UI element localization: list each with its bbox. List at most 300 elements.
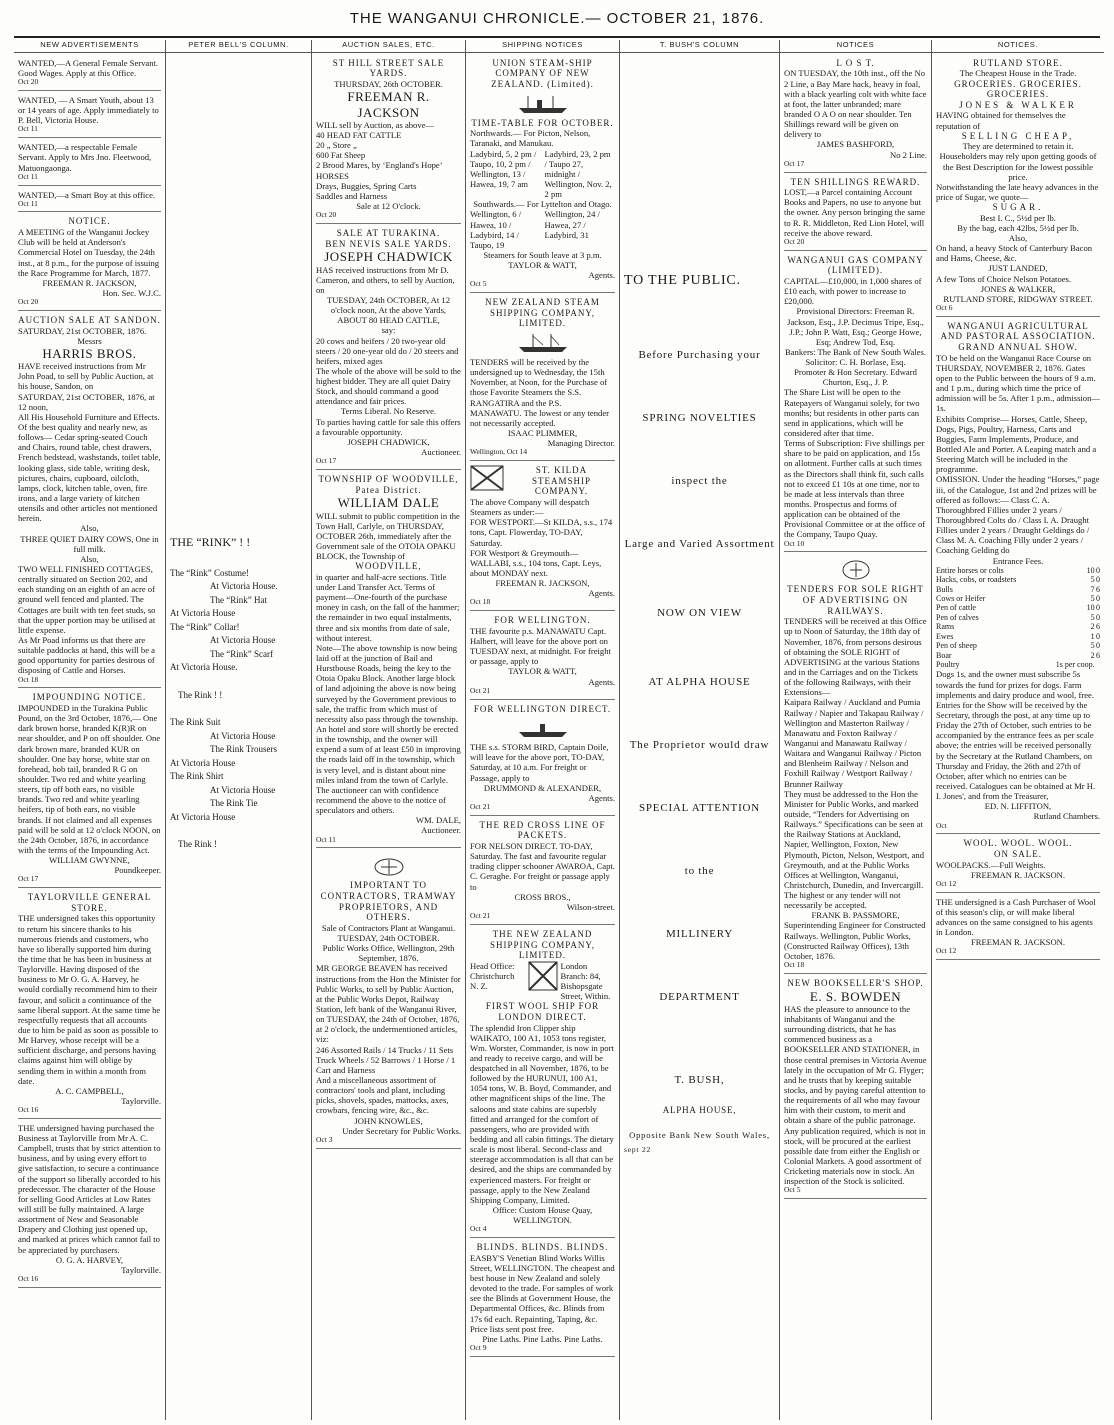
auctioneer-name: FREEMAN R. JACKSON xyxy=(347,89,430,120)
ad-heading: WOOL. WOOL. WOOL. xyxy=(963,838,1073,849)
fee-pence: 6 xyxy=(1096,650,1100,660)
rink-line: At Victoria House xyxy=(210,635,276,646)
column-auction-sales xyxy=(312,40,466,1420)
ad-text: WANTED,—a Smart Boy at this office. xyxy=(18,189,156,200)
ad-date: Oct 18 xyxy=(470,597,491,607)
ad-date: Oct 16 xyxy=(18,1105,39,1115)
ad-text: FOR Westport & Greymouth—WALLABI, s.s., 104 tons, Capt. Leys, about MONDAY next. xyxy=(470,547,602,578)
ad-text: Ladybird, 23, 2 pm / Taupo 27, midnight / Wellington, Nov. 2, 2 pm xyxy=(544,148,612,200)
column-heading: NOTICES xyxy=(780,40,931,53)
ad-text: The above Company will despatch Steamers as under:— xyxy=(470,497,590,518)
store-name: JONES & WALKER xyxy=(959,99,1077,110)
ad-date: Oct 3 xyxy=(316,1134,333,1144)
rink-advertisement xyxy=(170,533,307,852)
ad-heading: TIME-TABLE FOR OCTOBER. xyxy=(471,117,614,128)
ad-text: 40 HEAD FAT CATTLE xyxy=(316,130,402,140)
ad-text: SATURDAY, 21st OCTOBER, 1876, at 12 noon, xyxy=(18,391,155,412)
ad-text: Wellington, 6 / Hawea, 10 / Ladybird, 14 / Taupo, 19 xyxy=(470,209,522,250)
ad-text: 20 cows and heifers / 20 two-year old steers / 20 one-year old do / 20 steers and heifers, mixed ages xyxy=(316,335,459,366)
rink-line: At Victoria House xyxy=(170,757,236,768)
ad-text: London Branch: 84, Bishopsgate Street, Within. xyxy=(560,960,611,1002)
ad-heading: THE RED CROSS LINE OF PACKETS. xyxy=(479,819,606,841)
ad-text: Terms of Subscription: Five shillings per share to be paid on application, and 15s on allotment. Further calls at such times as the Directors shall think fit, such calls not to exceed £1 10s at one time, nor to be made at less intervals than three months. Prospectus and forms of application can be obtained of the Provisional Committee or at the office of the Company, Taupo Quay. xyxy=(784,438,926,540)
ad-text: Also, xyxy=(1008,233,1028,244)
ad-heading: BEN NEVIS SALE YARDS. xyxy=(325,238,452,249)
ad-signature: No 2 Line. xyxy=(890,149,927,160)
ad-text: Also, xyxy=(80,553,99,564)
ad-text: A MEETING of the Wanganui Jockey Club will be held at Anderson's Commercial Hotel on Tuesday, the 24th inst., at 8 p.m., for the purpose of issuing the Race Programme for March, 1877. xyxy=(18,227,160,278)
ad-text: JUST LANDED, xyxy=(988,263,1048,274)
ad-date: Oct 5 xyxy=(784,1185,801,1195)
ad-signature: WILLIAM GWYNNE, xyxy=(49,855,130,866)
ad-text: The splendid Iron Clipper ship WAIKATO, 100 A1, 1053 tons register, Wm. Worster, Commander, is now in port and ready to receive cargo, and will be despatched in all November, 1876, to be followed by the HURUNUI, 100 A1, 1054 tons, W. B. Boyd, Commander, and other magnificent ships of the line. The saloons and state cabins are superbly fitted and arranged for the comfort of passengers, who are provided with bedding and all cabin fittings. The dietary scale is most liberal. Second-class and steerage accommodation is all that can be desired, and the ships are commanded by experienced masters. For freight or passage, apply to the New Zealand Shipping Company, Limited. xyxy=(470,1022,614,1205)
bush-line: Opposite Bank New South Wales, xyxy=(629,1129,770,1140)
impounding-notice xyxy=(18,690,161,888)
ad-signature: FREEMAN R. JACKSON. xyxy=(970,869,1066,880)
ad-text: Wellington, 24 / Hawea, 27 / Ladybird, 31 xyxy=(544,209,600,240)
ad-date: Oct 18 xyxy=(18,674,39,684)
ad-date: Oct 12 xyxy=(936,946,957,956)
rink-line: The Rink Suit xyxy=(170,717,221,728)
ad-heading: WANGANUI AGRICULTURAL AND PASTORAL ASSOCIATION. xyxy=(940,320,1096,342)
ad-text: TO be held on the Wanganui Race Course on THURSDAY, NOVEMBER 2, 1876. Gates open to the Public between the hours of 9 a.m. and 1 p.m., during which time the price of admission will be 5s. After 1 p.m., admission—1s. xyxy=(936,352,1100,414)
ad-text: Messrs xyxy=(77,335,102,346)
ad-text: WILL sell by Auction, as above— xyxy=(316,119,435,130)
ad-signature: JOHN KNOWLES, xyxy=(354,1115,423,1126)
ad-text: Ladybird, 5, 2 pm / Taupo, 10, 2 pm / Wellington, 13 / Hawea, 19, 7 am xyxy=(470,148,537,189)
rink-line: The Rink ! xyxy=(178,839,217,850)
fee-shillings: 1 xyxy=(1090,631,1095,641)
ad-text: ABOUT 80 HEAD CATTLE, xyxy=(337,315,440,326)
bush-line: Large and Varied Assortment xyxy=(624,538,775,551)
fee-row xyxy=(936,622,1100,631)
ad-text: LOST,—a Parcel containing Account Books and Papers, no use to anyone but the owner. Any person bringing the same to R. R. Middleton, Red Lion Hotel, will receive the above reward. xyxy=(784,187,926,238)
ad-text: 246 Assorted Rails / 14 Trucks / 11 Sets Truck Wheels / 52 Barrows / 1 Horse / 1 Cart and Harness xyxy=(316,1044,456,1075)
ad-signature: FRANK B. PASSMORE, xyxy=(811,910,900,921)
ad-signature: TAYLOR & WATT, xyxy=(508,666,577,677)
ad-signature: ED. N. LIFFITON, xyxy=(984,801,1052,812)
ad-text: TENDERS will be received by the undersigned up to Wednesday, the 15th November, at Noon, for the Purchase of those Favorite Steamers the S.S. RANGATIRA and the P.S. MANAWATU. The lowest or any tender not necessarily accepted. xyxy=(470,357,610,428)
ad-date: Oct 4 xyxy=(470,1224,487,1234)
bush-line: Before Purchasing your xyxy=(638,349,761,362)
ad-date: sept 22 xyxy=(624,1144,652,1154)
ad-text: Northwards.— For Picton, Nelson, Taranaki, and Manukau. xyxy=(470,128,591,149)
fee-pence: 0 xyxy=(1096,612,1100,622)
rink-title: THE “RINK” ! ! xyxy=(170,534,251,549)
fee-row xyxy=(936,660,1100,669)
steamship-icon xyxy=(513,717,573,739)
ad-text: HORSES xyxy=(316,170,349,181)
bush-line: NOW ON VIEW xyxy=(657,607,742,620)
ad-date-line: TUESDAY, 24th OCTOBER. xyxy=(337,932,440,943)
ad-text: Saddles and Harness xyxy=(316,190,388,201)
lost-mare-ad xyxy=(784,56,927,173)
fee-item: Hacks, cobs, or roadsters xyxy=(936,575,1017,585)
ad-text: HAVING obtained for themselves the reputation of xyxy=(936,110,1066,131)
ad-text: THE undersigned takes this opportunity to return his sincere thanks to his numerous friends and customers, who have so liberally supported him during the time that he has been in business at Taylorville. Having disposed of the business to Mr O. G. A. Harvey, he would cordially recommend him to their favour, and solicit a continuance of the same liberal support. At the same time he respectfully requests that all accounts due to him be paid as soon as possible to Mr Harvey, whose receipt will be a sufficient discharge, and persons having claims against him will oblige by sending them in within a month from date. xyxy=(18,913,161,1086)
timetable-south xyxy=(470,209,615,250)
ad-date: Oct 11 xyxy=(316,834,336,844)
ad-text: Sale at 12 O'clock. xyxy=(356,200,421,211)
ad-heading: WANGANUI GAS COMPANY (LIMITED). xyxy=(787,254,924,276)
fee-row xyxy=(936,603,1100,612)
bush-line: SPRING NOVELTIES xyxy=(642,412,757,425)
wool-sale-ad xyxy=(936,836,1100,892)
ad-heading: FOR WELLINGTON DIRECT. xyxy=(473,703,612,714)
ad-text: Exhibits Comprise— Horses, Cattle, Sheep, Dogs, Pigs, Poultry, Harness, Carts and Buggies, Farm Implements, Produce, and Bottled Ale and Porter. A Leaping match and a Steering Match will be included in the programme. xyxy=(936,413,1097,475)
ad-text: FOR WESTPORT.—St KILDA, s.s., 174 tons, Capt. Flowerday, TO-DAY, Saturday. xyxy=(470,517,613,548)
rink-line: At Victoria House xyxy=(170,608,236,619)
wanted-boy-ad xyxy=(18,188,161,213)
ad-text: WANTED,—A General Female Servant. Good Wages. Apply at this Office. xyxy=(18,57,159,78)
ad-signature: WM. DALE, xyxy=(415,815,461,826)
bush-line: T. BUSH, xyxy=(674,1074,725,1087)
wanted-youth-ad xyxy=(18,93,161,138)
ad-heading: ST. KILDA STEAMSHIP COMPANY. xyxy=(531,465,591,497)
ad-text: Householders may rely upon getting goods of the Best Description for the lowest possible price. xyxy=(939,151,1097,182)
ad-text: Dogs 1s, and the owner must subscribe 5s towards the fund for prizes for dogs. Farm implements and dairy produce and wool, free. xyxy=(936,669,1094,700)
ad-date: Oct 17 xyxy=(316,456,337,466)
ad-text: Entries for the Show will be received by the Secretary, through the post, at any time up to Friday the 27th of October, such entries to be accompanied by the entrance fees as per scale above; the entries will be received personally by the Secretary at the Rutland Chambers, on Thursday and Friday, the 26th and 27th of October, after which no entries can be received. Catalogues can be obtained at Mr H. I. Jones', and from the Treasurer, xyxy=(936,699,1096,802)
wanted-servant-ad xyxy=(18,56,161,91)
fee-pence xyxy=(1095,660,1100,669)
ad-text: Kaipara Railway / Auckland and Pumia Railway / Napier and Takapau Railway / Wellington and Masterton Railway / Manawatu and Foxton Railway / Wanganui and Manawatu Railway / Waitara and Wanganui Railway / Picton and Blenheim Railway / Nelson and Foxhill Railway / Westport Railway / Brunner Railway xyxy=(784,697,924,789)
ad-text: Sale of Contractors Plant at Wanganui. xyxy=(321,922,456,933)
jockey-club-notice xyxy=(18,214,161,310)
column-heading: NOTICES. xyxy=(932,40,1104,53)
ad-text: EASBY'S Venetian Blind Works Willis Street, WELLINGTON. The cheapest and best house in New Zealand and solely devoted to the trade. For samples of work see the Blinds at Government House, the Departmental Offices, &c. Blinds from 17s 6d each. Repainting, Taping, &c. Price lists sent post free. xyxy=(470,1252,615,1334)
ad-signature: FREEMAN R. JACKSON. xyxy=(970,937,1066,948)
ad-text: TWO WELL FINISHED COTTAGES, centrally situated on Section 202, and each standing on an eighth of an acre of ground well fenced and planted. The Cottages are built with ten feet studs, so that the upper portion may be utilised at little expense. xyxy=(18,563,156,635)
rink-line: At Victoria House. xyxy=(210,581,278,592)
ad-heading: L O S T. xyxy=(836,57,875,68)
fee-row xyxy=(936,651,1100,660)
ad-signature: O. G. A. HARVEY, xyxy=(55,1254,124,1265)
column-shipping-notices xyxy=(466,40,620,1420)
ad-heading: NOTICE. xyxy=(68,216,111,227)
ad-text: THE undersigned is a Cash Purchaser of Wool of this season's clip, or will make liberal advances on the same consigned to his agents in London. xyxy=(936,896,1096,938)
ad-text: Promoter & Hon Secretary. Edward Churton, Esq., J. P. xyxy=(794,367,917,388)
storm-bird-ad xyxy=(470,702,615,816)
ad-heading: ST HILL STREET SALE YARDS. xyxy=(332,57,445,79)
fee-shillings: 5 xyxy=(1090,641,1095,651)
ad-text: They must be addressed to the Hon the Minister for Public Works, and marked outside, “Tenders for Advertising on Railways.” Specifications can be seen at the Railway Stations at Auckland, Napier, Wellington, Foxton, New Plymouth, Picton, Nelson, Westport, and Greymouth, and at the Public Works Offices at Wellington, Wanganui, Christchurch, Dunedin, and Invercargill. The highest or any tender will not necessarily be accepted. xyxy=(784,788,924,911)
ad-date: Oct 21 xyxy=(470,685,491,695)
ad-text: Note—The above township is now being laid off at the junction of Bail and Hurstbouse Roads, being the key to the Otoia Opaku Block. Another large block of land adjoining the above is now being surveyed by the Government previous to sale, the traffic from which must of necessity also pass through the township. An hotel and store will shortly be erected in the township, and the owner will expend a sum of at least £50 in improving the roads laid off in the township, which is very level, and is distant about nine miles inland from the town of Carlyle. The auctioneer can with confidence recommend the above to the notice of speculators and others. xyxy=(316,642,461,816)
ad-heading: GRAND ANNUAL SHOW. xyxy=(958,342,1078,353)
ad-signature: Rutland Chambers. xyxy=(1033,811,1100,822)
bush-line: inspect the xyxy=(671,475,728,488)
ad-date-line: THURSDAY, 26th OCTOBER. xyxy=(334,79,443,90)
ad-signature: RUTLAND STORE, RIDGWAY STREET. xyxy=(943,293,1093,304)
ad-text: Bankers: The Bank of New South Wales. xyxy=(784,346,926,357)
fee-row xyxy=(936,632,1100,641)
ad-text: All His Household Furniture and Effects. Of the best quality and nearly new, as follows— Cedar spring-seated Couch and Chairs, round table, chest drawers, French bedstead, washstands, toilet table, looking glass, side table, writing desk, pictures, chairs, cupboard, oilcloth, lamps, clock, kitchen table, oven, fire irons, and a large variety of kitchen utensils and other articles not mentioned herein. xyxy=(18,411,161,524)
fee-shillings: 2 xyxy=(1090,650,1095,660)
gas-company-ad xyxy=(784,253,927,553)
t-bush-advertisement xyxy=(624,273,775,1155)
ad-text: Office: Custom House Quay, WELLINGTON. xyxy=(492,1205,593,1226)
column-notices-2 xyxy=(932,40,1104,1420)
contractors-plant-ad xyxy=(316,850,461,1148)
bush-line: SPECIAL ATTENTION xyxy=(638,802,761,815)
ad-date: Oct 11 xyxy=(18,171,38,181)
ad-signature: Agents. xyxy=(588,588,615,599)
ad-signature: Under Secretary for Public Works. xyxy=(342,1125,461,1136)
ad-signature: Auctioneer. xyxy=(421,825,461,836)
ad-signature: Managing Director. xyxy=(547,438,615,449)
ad-text: Best I. C., 5½d per lb. xyxy=(980,212,1056,223)
ad-date: Oct 11 xyxy=(18,198,38,208)
ad-date: Oct 20 xyxy=(316,210,337,220)
fee-shillings: 10 xyxy=(1086,603,1095,613)
column-heading: PETER BELL'S COLUMN. xyxy=(166,40,311,53)
ad-signature: Agents. xyxy=(588,792,615,803)
ad-date: Oct 9 xyxy=(470,1343,487,1353)
steamship-icon xyxy=(513,332,573,354)
bush-line: to the xyxy=(684,865,715,878)
fee-shillings: 7 xyxy=(1090,584,1095,594)
fee-item: Poultry xyxy=(936,660,960,670)
ad-date: Oct 16 xyxy=(18,1274,39,1284)
ad-date: Oct 20 xyxy=(784,236,805,246)
ad-date: Wellington, Oct 14 xyxy=(470,447,528,457)
fee-row xyxy=(936,594,1100,603)
wanted-female-ad xyxy=(18,140,161,185)
ad-text: WOODVILLE, xyxy=(355,561,422,572)
ad-text: OMISSION. Under the heading “Horses,” page iii, of the Catalogue, 1st and 2nd prizes will be offered as follows:— Class C. A. Thoroughbred Fillies under 2 years / Thoroughbred Colts do / Class I. A. Draught Fillies under 2 years / Draught Geldings do / Class M. A. Coaching Filly under 2 years / Coaching Gelding do xyxy=(936,474,1100,556)
ad-text: As Mr Poad informs us that there are suitable paddocks at hand, this will be a good opportunity for parties desirous of disposing of Cattle and Horses. xyxy=(18,634,155,676)
ad-text: A few Tons of Choice Nelson Potatoes. xyxy=(936,273,1072,284)
taylorville-store-ad xyxy=(18,890,161,1119)
fee-item: Ewes xyxy=(936,631,954,641)
ad-text: WANTED,—a respectable Female Servant. Apply to Mrs Jno. Fleetwood, Matuongaonga. xyxy=(18,142,152,173)
ad-text: TUESDAY, 24th OCTOBER, At 12 o'clock noon, At the above Yards, xyxy=(326,294,451,316)
column-heading: SHIPPING NOTICES xyxy=(466,40,619,53)
fee-row xyxy=(936,613,1100,622)
fee-row xyxy=(936,641,1100,650)
ad-text: Southwards.— For Lyttelton and Otago. xyxy=(473,199,612,210)
ad-heading: TOWNSHIP OF WOODVILLE, Patea District. xyxy=(318,474,459,495)
fee-item: Entire horses or colts xyxy=(936,565,1004,575)
ad-text: WOOLPACKS.—Full Weights. xyxy=(936,859,1046,870)
ad-text: IMPOUNDED in the Turakina Public Pound, on the 3rd October, 1876,— One dark brown horse, branded K(R)R on near shoulder, and P on off shoulder. One dark brown mare, branded KUR on shoulder. One bay horse, white star on forehead, bob tail, branded R G on shoulder. Two red and white yearling steers, tip off both ears, no visible brands. Two red and white yearling heifers, tip of both ears, no visible brands. If not claimed and all expenses paid will be sold at 12 o'clock NOON, on the 24th October, 1876, in accordance with the terms of the Impounding Act. xyxy=(18,702,161,855)
ad-signature: Auctioneer. xyxy=(421,447,461,458)
ad-date: Oct 17 xyxy=(18,874,39,884)
ad-text: To parties having cattle for sale this offers a favourable opportunity. xyxy=(316,416,461,437)
ad-signature: JONES & WALKER, xyxy=(980,283,1056,294)
ad-heading: SALE AT TURAKINA. xyxy=(336,227,441,238)
fee-shillings: 1s per coop. xyxy=(1055,660,1095,670)
fee-item: Rams xyxy=(936,622,955,632)
ad-date: Oct 20 xyxy=(18,77,39,87)
ad-text: THREE QUIET DAIRY COWS, One in full milk. xyxy=(20,533,159,554)
ad-text: GROCERIES. GROCERIES. GROCERIES. xyxy=(954,78,1082,100)
ad-date: Oct xyxy=(936,820,947,830)
ad-signature: A. C. CAMPBELL, xyxy=(55,1085,124,1096)
ad-date: Oct 18 xyxy=(784,960,805,970)
bush-line: DEPARTMENT xyxy=(659,991,740,1004)
ad-signature: JAMES BASHFORD, xyxy=(816,139,895,150)
ad-text: Provisional Directors: Freeman R. Jackson, Esq., J.P. Decimus Tripe, Esq., J.P.; John P. Watt, Esq.; George Howe, Esq; Andrew Tod, Esq. xyxy=(787,306,924,347)
ad-text: SELLING CHEAP, xyxy=(961,130,1075,141)
column-notices xyxy=(780,40,932,1420)
ad-date-line: SATURDAY, 21st OCTOBER, 1876. xyxy=(18,325,147,336)
sandon-auction-ad xyxy=(18,313,161,688)
ad-text: Also, xyxy=(80,523,99,534)
ad-text: On hand, a heavy Stock of Canterbury Bacon and Hams, Cheese, &c. xyxy=(936,243,1093,264)
bush-line: AT ALPHA HOUSE xyxy=(648,676,751,689)
ad-text: THE favourite p.s. MANAWATU Capt. Halbert, will leave for the above port on TUESDAY next, at midnight. For freight or passage, apply to xyxy=(470,625,611,667)
ad-heading: IMPOUNDING NOTICE. xyxy=(32,692,147,703)
rink-line: The Rink Shirt xyxy=(170,771,224,782)
fee-pence: 6 xyxy=(1096,584,1100,594)
fee-shillings: 5 xyxy=(1090,612,1095,622)
crest-icon xyxy=(826,559,886,581)
ad-heading: UNION STEAM-SHIP COMPANY OF NEW ZEALAND. (Limited). xyxy=(491,57,594,90)
crest-icon xyxy=(359,855,419,877)
ad-heading: RUTLAND STORE. xyxy=(973,57,1063,68)
steamship-icon xyxy=(513,93,573,115)
column-peter-bell xyxy=(166,40,312,1420)
ad-date: Oct 21 xyxy=(470,802,491,811)
ad-signature: FREEMAN R. JACKSON, xyxy=(42,277,137,288)
rink-line: At Victoria House xyxy=(210,784,276,795)
ad-text: And a miscellaneous assortment of contractors' tools and plant, including picks, shovels, spades, mattocks, axes, crowbars, fencing wire, &c., &c. xyxy=(316,1074,449,1116)
hill-street-sale-ad xyxy=(316,56,461,224)
ad-text: Solicitor: C. H. Borlase, Esq. xyxy=(805,357,906,368)
ad-text: say: xyxy=(381,325,396,336)
company-flag-icon xyxy=(528,961,558,991)
ad-heading: TEN SHILLINGS REWARD. xyxy=(790,176,921,187)
ad-text: 600 Fat Sheep xyxy=(316,150,366,161)
ad-signature: Hon. Sec. W.J.C. xyxy=(102,287,161,298)
ad-heading: FOR WELLINGTON. xyxy=(494,615,591,626)
bookseller-name: E. S. BOWDEN xyxy=(809,988,902,1004)
fee-row xyxy=(936,566,1100,575)
ad-signature: JOSEPH CHADWICK, xyxy=(347,436,430,447)
ad-text: TENDERS will be received at this Office up to Noon of Saturday, the 18th day of November, 1876, from persons desirous of obtaining the SOLE RIGHT of ADVERTISING at the various Stations and in the Carriages and on the Tickets of the following Railways, with their Extensions— xyxy=(784,616,927,698)
ad-date: Oct 17 xyxy=(784,158,805,168)
rink-line: The Rink Trousers xyxy=(210,744,278,755)
ad-date: Oct 10 xyxy=(784,538,805,548)
ad-signature: ISAAC PLIMMER, xyxy=(507,428,578,439)
ad-signature: TAYLOR & WATT, xyxy=(508,260,577,271)
ad-signature: Wilson-street. xyxy=(566,901,615,912)
timetable-north xyxy=(470,149,615,200)
nz-steam-shipping-ad xyxy=(470,295,615,461)
ad-signature: Taylorville. xyxy=(121,1095,161,1106)
masthead: THE WANGANUI CHRONICLE.— OCTOBER 21, 1876. xyxy=(349,10,765,27)
railway-advertising-tenders-ad xyxy=(784,554,927,973)
page-columns xyxy=(14,40,1104,1420)
fee-shillings: 2 xyxy=(1090,622,1095,632)
entrance-fees-table xyxy=(936,566,1100,670)
ad-text: SUGAR. xyxy=(992,202,1044,213)
ad-date: Oct 20 xyxy=(18,297,39,307)
ad-text: Head Office: Christchurch N. Z. xyxy=(470,960,515,991)
fee-item: Pen of calves xyxy=(936,612,979,622)
flag-icon xyxy=(470,465,504,491)
agricultural-show-ad xyxy=(936,319,1100,835)
fee-pence: 0 xyxy=(1096,603,1100,613)
union-steamship-ad xyxy=(470,56,615,293)
rink-line: The “Rink” Hat xyxy=(210,594,267,605)
ad-text: The Share List will be open to the Ratepayers of Wanganui solely, for two months; but residents in other parts can send in applications, which will be considered after that time. xyxy=(784,387,920,439)
ad-signature: CROSS BROS., xyxy=(514,891,571,902)
fee-item: Pen of cattle xyxy=(936,603,976,613)
manawatu-ad xyxy=(470,613,615,699)
ad-heading: NEW ZEALAND STEAM SHIPPING COMPANY, LIMITED. xyxy=(485,297,600,329)
ad-text: Notwithstanding the late heavy advances in the price of Sugar, we quote— xyxy=(936,181,1099,203)
bush-line: ALPHA HOUSE, xyxy=(662,1104,737,1115)
rink-line: At Victoria House xyxy=(210,730,276,741)
ad-text: THE undersigned having purchased the Business at Taylorville from Mr A. C. Campbell, trusts that by strict attention to business, and by using every effort to give satisfaction, to secure a continuance of the support so liberally accorded to his predecessor. The character of the House for selling Good Articles at Low Rates will still be fully maintained. A large assortment of New and Seasonable Drapery and Clothing just opened up, and marked at prices which cannot fail to be appreciated by purchasers. xyxy=(18,1122,161,1255)
ad-heading: FIRST WOOL SHIP FOR LONDON DIRECT. xyxy=(485,1001,600,1022)
ad-heading: ON SALE. xyxy=(994,849,1042,860)
fee-item: Boar xyxy=(936,650,952,660)
fee-pence: 0 xyxy=(1096,575,1100,585)
ad-text: Terms Liberal. No Reserve. xyxy=(340,406,437,417)
masthead-rule xyxy=(14,36,1100,38)
fee-shillings: 5 xyxy=(1090,575,1095,585)
woodville-township-ad xyxy=(316,472,461,848)
ad-signature: DRUMMOND & ALEXANDER, xyxy=(483,782,602,793)
ad-text: The Cheapest House in the Trade. xyxy=(959,68,1077,79)
ad-text: THE s.s. STORM BIRD, Captain Doile, will leave for the above port, TO-DAY, Saturday, at 10 a.m. For freight or Passage, apply to xyxy=(470,742,609,783)
fee-shillings: 10 xyxy=(1086,565,1095,575)
auctioneer-name: JOSEPH CHADWICK xyxy=(324,249,453,265)
fee-row xyxy=(936,585,1100,594)
ad-text: 20 „ Store „ xyxy=(316,140,357,151)
bookseller-ad xyxy=(784,976,927,1199)
ad-text: They are determined to retain it. xyxy=(962,141,1074,152)
fee-pence: 0 xyxy=(1096,565,1100,575)
ad-date: Oct 5 xyxy=(470,279,487,289)
ad-text: HAS received instructions from Mr D. Cameron, and others, to sell by Auction, on xyxy=(316,264,455,295)
ad-date: Oct 12 xyxy=(936,878,957,888)
column-heading: AUCTION SALES, ETC. xyxy=(312,40,465,53)
turakina-sale-ad xyxy=(316,226,461,470)
auctioneer-name: WILLIAM DALE xyxy=(337,495,440,511)
ad-text: Pine Laths. Pine Laths. Pine Laths. xyxy=(482,1333,603,1344)
ad-signature: Agents. xyxy=(588,270,615,281)
fee-pence: 0 xyxy=(1096,593,1100,603)
ad-text: WANTED, — A Smart Youth, about 13 or 14 years of age. Apply immediately to P. Bell, Victoria House. xyxy=(18,94,159,126)
ad-text: Steamers for South leave at 3 p.m. xyxy=(483,249,602,260)
ad-heading: BLINDS. BLINDS. BLINDS. xyxy=(476,1242,609,1253)
ad-text: CAPITAL—£10,000, in 1,000 shares of £10 each, with power to increase to £20,000. xyxy=(784,275,922,307)
column-t-bush xyxy=(620,40,780,1420)
ad-text: The whole of the above will be sold to the highest bidder. They are all quiet Dairy Stock, and should command a good attendance and fair prices. xyxy=(316,365,461,407)
harvey-business-ad xyxy=(18,1121,161,1288)
auctioneer-name: HARRIS BROS. xyxy=(42,345,137,361)
bush-line: TO THE PUBLIC. xyxy=(624,272,741,288)
ad-date: Oct 21 xyxy=(470,911,491,921)
bush-line: The Proprietor would draw xyxy=(629,739,770,752)
ad-text: WILL submit to public competition in the Town Hall, Carlyle, on THURSDAY, OCTOBER 26th, immediately after the Government sale of the OTOIA OPAKU BLOCK, the Township of xyxy=(316,510,460,562)
column-new-advertisements xyxy=(14,40,166,1420)
offices-block xyxy=(470,961,615,1002)
ad-heading: AUCTION SALE AT SANDON. xyxy=(18,314,161,325)
ad-signature: Taylorville. xyxy=(121,1264,161,1275)
ad-text: in quarter and half-acre sections. Title under Land Transfer Act. Terms of payment—One-fourth of the purchase money in cash, on the fall of the hammer; the remainder in two equal instalments, three and six months from date of sale, without interest. xyxy=(316,571,460,643)
fee-row xyxy=(936,575,1100,584)
ad-text: MR GEORGE BEAVEN has received instructions from the Hon the Minister for Public Works, to sell by Public Auction, at the Public Works Depot, Railway Station, left bank of the Wanganui River, on TUESDAY, the 24th of October, 1876, at 2 o'clock, the undermentioned articles, viz: xyxy=(316,963,461,1045)
ad-heading: NEW BOOKSELLER'S SHOP. xyxy=(787,977,924,988)
ad-text: FOR NELSON DIRECT. TO-DAY, Saturday. The fast and favourite regular trading clipper schooner AWAROA, Capt. C. Geraghe. For freight or passage apply to xyxy=(470,841,615,892)
ad-text: 2 Brood Mares, by ‘England's Hope’ xyxy=(316,160,443,171)
